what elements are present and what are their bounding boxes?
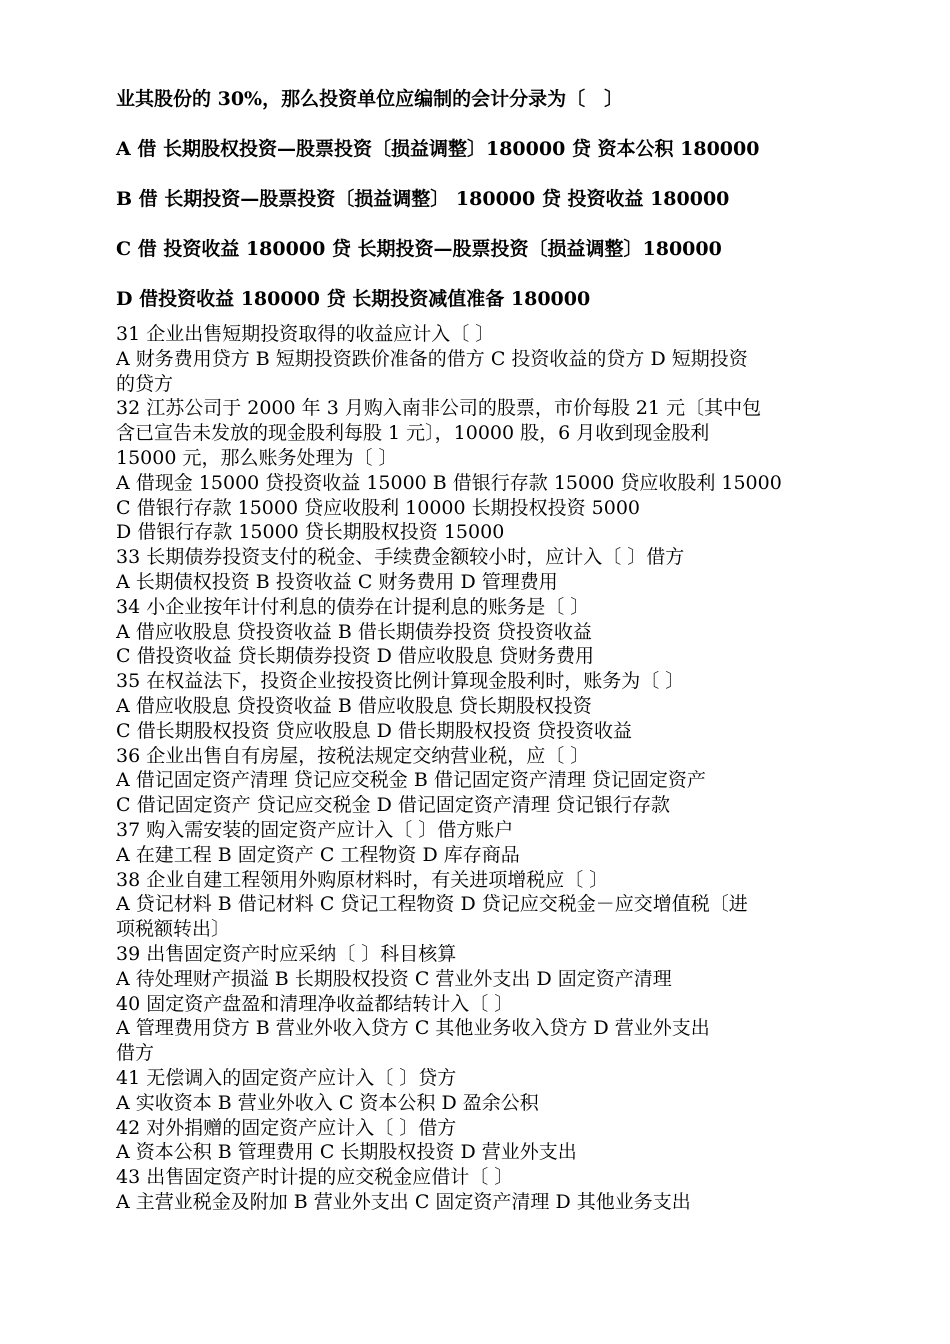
option-a-line: A 借 长期股权投资—股票投资〔损益调整〕180000 贷 资本公积 180000 bbox=[116, 138, 760, 160]
text-line: A 实收资本 B 营业外收入 C 资本公积 D 盈余公积 bbox=[116, 1091, 539, 1114]
question-list bbox=[116, 322, 856, 1215]
text-line: 33 长期债券投资支付的税金、手续费金额较小时，应计入〔 〕借方 bbox=[116, 546, 685, 569]
text-line: A 管理费用贷方 B 营业外收入贷方 C 其他业务收入贷方 D 营业外支出 bbox=[116, 1017, 710, 1040]
text-line: C 借银行存款 15000 贷应收股利 10000 长期投权投资 5000 bbox=[116, 496, 641, 519]
text-line: C 借记固定资产 贷记应交税金 D 借记固定资产清理 贷记银行存款 bbox=[116, 794, 670, 817]
text-line: C 借投资收益 贷长期债券投资 D 借应收股息 贷财务费用 bbox=[116, 645, 594, 668]
text-line: 41 无偿调入的固定资产应计入〔 〕贷方 bbox=[116, 1066, 457, 1089]
text-line: A 借现金 15000 贷投资收益 15000 B 借银行存款 15000 贷应收股利 15000 bbox=[116, 471, 782, 494]
text-line: A 借应收股息 贷投资收益 B 借长期债券投资 贷投资收益 bbox=[116, 620, 592, 643]
text-line: A 借应收股息 贷投资收益 B 借应收股息 贷长期股权投资 bbox=[116, 694, 592, 717]
text-line: 37 购入需安装的固定资产应计入〔 〕借方账户 bbox=[116, 818, 514, 841]
text-line: 32 江苏公司于 2000 年 3 月购入南非公司的股票，市价每股 21 元〔其中包 bbox=[116, 397, 762, 420]
text-line: 39 出售固定资产时应采纳〔 〕科目核算 bbox=[116, 942, 457, 965]
text-line: 35 在权益法下，投资企业按投资比例计算现金股利时，账务为〔 〕 bbox=[116, 670, 685, 693]
option-b-line: B 借 长期投资—股票投资〔损益调整〕 180000 贷 投资收益 180000 bbox=[116, 188, 730, 210]
text-line: D 借银行存款 15000 贷长期股权投资 15000 bbox=[116, 521, 505, 544]
text-line: A 主营业税金及附加 B 营业外支出 C 固定资产清理 D 其他业务支出 bbox=[116, 1190, 691, 1213]
text-line: 借方 bbox=[116, 1042, 155, 1065]
text-line: A 待处理财产损溢 B 长期股权投资 C 营业外支出 D 固定资产清理 bbox=[116, 967, 672, 990]
text-line: A 财务费用贷方 B 短期投资跌价准备的借方 C 投资收益的贷方 D 短期投资 bbox=[116, 347, 748, 370]
text-line: 的贷方 bbox=[116, 372, 174, 395]
text-line: A 长期债权投资 B 投资收益 C 财务费用 D 管理费用 bbox=[116, 570, 558, 593]
text-line: C 借长期股权投资 贷应收股息 D 借长期股权投资 贷投资收益 bbox=[116, 719, 632, 742]
text-line: 42 对外捐赠的固定资产应计入〔 〕借方 bbox=[116, 1116, 457, 1139]
option-d-line: D 借投资收益 180000 贷 长期投资减值准备 180000 bbox=[116, 288, 591, 310]
text-line: 34 小企业按年计付利息的债券在计提利息的账务是〔 〕 bbox=[116, 595, 590, 618]
text-line: 38 企业自建工程领用外购原材料时，有关进项增税应〔 〕 bbox=[116, 868, 609, 891]
text-line: A 资本公积 B 管理费用 C 长期股权投资 D 营业外支出 bbox=[116, 1141, 577, 1164]
text-line: 40 固定资产盘盈和清理净收益都结转计入〔 〕 bbox=[116, 992, 514, 1015]
text-line: 43 出售固定资产时计提的应交税金应借计〔 〕 bbox=[116, 1166, 514, 1189]
text-line: A 贷记材料 B 借记材料 C 贷记工程物资 D 贷记应交税金－应交增值税〔进 bbox=[116, 893, 748, 916]
option-c-line: C 借 投资收益 180000 贷 长期投资—股票投资〔损益调整〕180000 bbox=[116, 238, 722, 260]
text-line: A 在建工程 B 固定资产 C 工程物资 D 库存商品 bbox=[116, 843, 520, 866]
intro-line: 业其股份的 30%，那么投资单位应编制的会计分录为〔 〕 bbox=[116, 88, 624, 110]
text-line: 含已宣告未发放的现金股利每股 1 元〕，10000 股，6 月收到现金股利 bbox=[116, 422, 710, 445]
text-line: 项税额转出〕 bbox=[116, 918, 231, 941]
text-line: 31 企业出售短期投资取得的收益应计入〔 〕 bbox=[116, 323, 495, 345]
text-line: 15000 元，那么账务处理为〔 〕 bbox=[116, 446, 398, 469]
text-line: 36 企业出售自有房屋，按税法规定交纳营业税，应〔 〕 bbox=[116, 744, 590, 767]
text-line: A 借记固定资产清理 贷记应交税金 B 借记固定资产清理 贷记固定资产 bbox=[116, 769, 706, 792]
